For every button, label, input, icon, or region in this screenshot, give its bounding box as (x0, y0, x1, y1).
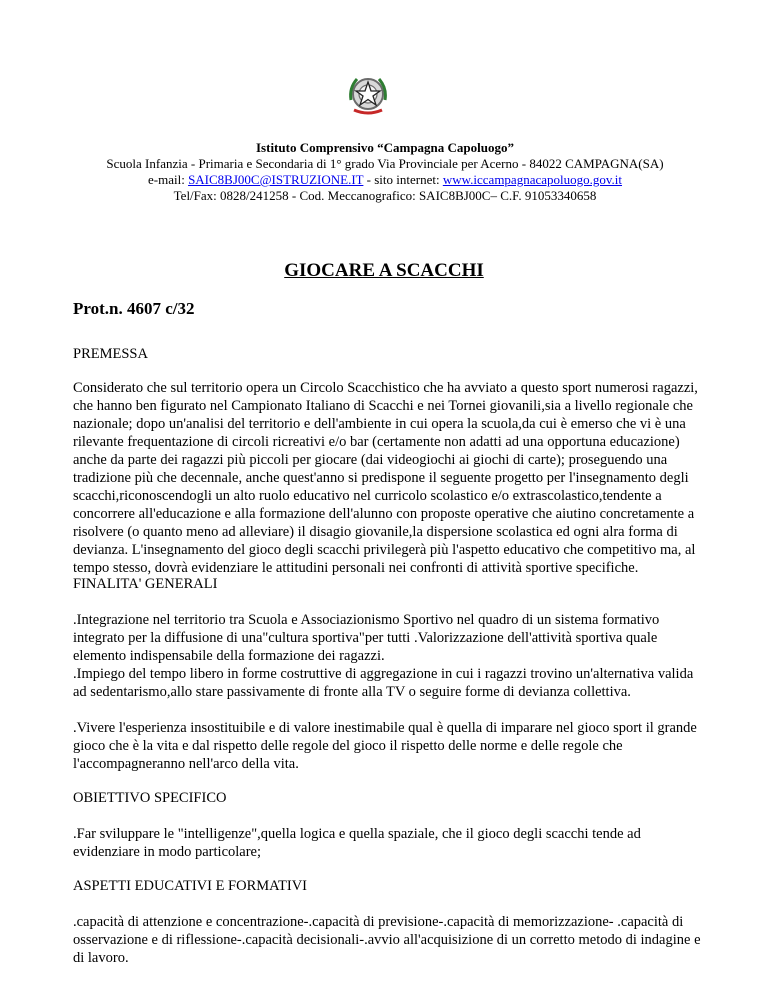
premessa-heading: PREMESSA (73, 346, 148, 362)
republic-emblem-icon (345, 70, 391, 118)
website-link[interactable]: www.iccampagnacapoluogo.gov.it (442, 172, 623, 187)
obiettivo-heading: OBIETTIVO SPECIFICO (73, 790, 227, 806)
phone-fiscal-line: Tel/Fax: 0828/241258 - Cod. Meccanografico: SAIC8BJ00C– C.F. 91053340658 (173, 188, 597, 203)
finalita-item: .Vivere l'esperienza insostituibile e di valore inestimabile qual è quella di imparare nel gioco sport il grande gioco che è la vita e dal rispetto delle regole del gioco il rispetto delle norme e delle regole che l'accompagneranno nell'arco della vita. (73, 720, 697, 772)
finalita-heading: FINALITA' GENERALI (73, 576, 218, 592)
contact-line (40, 172, 730, 188)
obiettivo-paragraph: .Far sviluppare le "intelligenze",quella logica e quella spaziale, che il gioco degli scacchi tende ad evidenziare in modo particolare; (73, 826, 641, 860)
email-label: e-mail: (147, 172, 189, 187)
school-header (40, 140, 730, 204)
finalita-item: .Impiego del tempo libero in forme costruttive di aggregazione in cui i ragazzi trovino un'alternativa valida ad sedentarismo,allo stare passivamente di fronte alla TV o seguire forme di devianza collettiva. (73, 666, 694, 700)
premessa-paragraph: Considerato che sul territorio opera un Circolo Scacchistico che ha avviato a questo sport numerosi ragazzi, che hanno ben figurato nel Campionato Italiano di Scacchi e nei Tornei giovanili,sia a livello regionale che nazionale; dopo un'analisi del territorio e dell'ambiente in cui opera la scuola,da cui è emerso che vi è una rilevante frequentazione di circoli ricreativi e/o bar (certamente non adatti ad una opportuna educazione) anche da parte dei ragazzi più piccoli per giocare (dai videogiochi ai giochi di carte); proseguendo una tradizione più che decennale, anche quest'anno si predispone il seguente progetto per l'insegnamento degli scacchi,riconoscendogli un alto ruolo educativo nel curricolo scolastico e/o extrascolastico,tendente a concorrere all'educazione e alla formazione dell'alunno con proposte operative che aiutino concretamente a risolvere (o quanto meno ad alleviare) il disagio giovanile,la dispersione scolastica ed ogni alra forma di devianza. L'insegnamento del gioco degli scacchi privilegerà più l'aspetto educativo che competitivo ma, al tempo stesso, dovrà evidenziare le attitudini personali nei confronti di attività sportive specifiche. (73, 380, 698, 576)
aspetti-paragraph: .capacità di attenzione e concentrazione-.capacità di previsione-.capacità di memorizzazione- .capacità di osservazione e di riflessione-.capacità decisionali-.avvio all'acquisizione di un corretto metodo di indagine e di lavoro. (73, 914, 701, 966)
email-link[interactable]: SAIC8BJ00C@ISTRUZIONE.IT (188, 172, 364, 187)
finalita-item: .Integrazione nel territorio tra Scuola e Associazionismo Sportivo nel quadro di un sistema formativo integrato per la diffusione di una"cultura sportiva"per tutti .Valorizzazione dell'attività sportiva quale elemento indispensabile della formazione dei ragazzi. (73, 612, 660, 664)
school-name: Istituto Comprensivo “Campagna Capoluogo” (256, 140, 514, 155)
aspetti-heading: ASPETTI EDUCATIVI E FORMATIVI (73, 878, 308, 894)
school-address: Scuola Infanzia - Primaria e Secondaria di 1° grado Via Provinciale per Acerno - 84022 CAMPAGNA(SA) (106, 156, 664, 171)
protocol-number: Prot.n. 4607 c/32 (73, 299, 195, 318)
document-title: GIOCARE A SCACCHI (284, 260, 484, 281)
site-label: - sito internet: (363, 172, 443, 187)
